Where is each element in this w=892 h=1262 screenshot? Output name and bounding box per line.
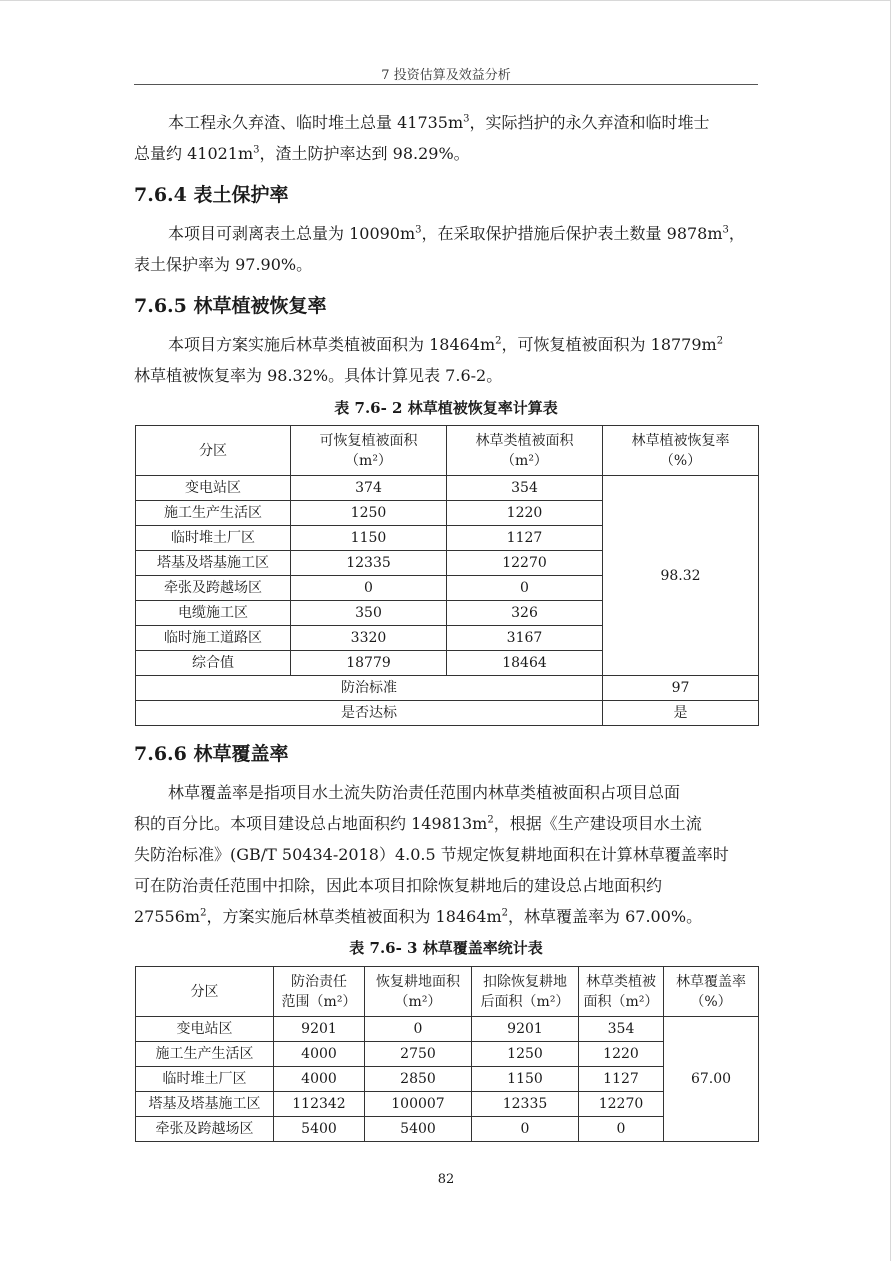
table-row: 电缆施工区 350 326 [136,601,759,626]
paragraph-vegetation [134,329,758,391]
header-rule [134,84,758,85]
table-vegetation-recovery [135,425,759,726]
header-cell: 分区 [136,426,291,476]
paragraph-coverage [134,777,758,932]
section-heading-7-6-4: 7.6.4 表土保护率 [134,184,289,206]
text-line: $27556m^2$，方案实施后林草类植被面积为 $18464m^2$，林草覆盖率为 67.00%。 [134,907,703,926]
table-row: 临时施工道路区 3320 3167 [136,626,759,651]
table-header-row [136,967,759,1017]
table-vegetation-coverage [135,966,759,1142]
merged-rate-cell: 67.00 [664,1017,759,1142]
text-line: 本项目可剥离表土总量为 $10090m^3$，在采取保护措施后保护表土数量 $9878m^3$， [168,224,745,243]
section-heading-7-6-6: 7.6.6 林草覆盖率 [134,743,289,765]
section-heading-7-6-5: 7.6.5 林草植被恢复率 [134,295,327,317]
text-line: 表土保护率为 97.90%。 [134,255,313,274]
table-row-standard: 防治标准 97 [136,676,759,701]
header-cell: 分区 [136,967,274,1017]
text-line: 失防治标准》(GB/T 50434-2018）4.0.5 节规定恢复耕地面积在计算林草覆盖率时 [134,845,729,864]
header-cell: 防治责任 范围（m²） [274,967,365,1017]
text-line: 林草覆盖率是指项目水土流失防治责任范围内林草类植被面积占项目总面 [168,783,681,802]
header-cell: 可恢复植被面积 （m²） [291,426,447,476]
header-cell: 扣除恢复耕地 后面积（m²） [472,967,579,1017]
header-cell: 林草植被恢复率 （%） [603,426,759,476]
table-row-reached: 是否达标 是 [136,701,759,726]
page-number: 82 [437,1172,455,1187]
header-cell: 恢复耕地面积 （m²） [365,967,472,1017]
table-row: 施工生产生活区 1250 1220 [136,501,759,526]
header-cell: 林草覆盖率 （%） [664,967,759,1017]
table-row: 塔基及塔基施工区 12335 12270 [136,551,759,576]
text-line: 积的百分比。本项目建设总占地面积约 $149813m^2$，根据《生产建设项目水土流 [134,814,702,833]
table-row: 变电站区 374 354 98.32 [136,476,759,501]
header-cell: 林草类植被面积 （m²） [447,426,603,476]
table-row: 牵张及跨越场区 5400 5400 0 0 [136,1117,759,1142]
text-line: 本工程永久弃渣、临时堆土总量 $41735m^3$，实际挡护的永久弃渣和临时堆士 [168,113,710,132]
header-cell: 林草类植被 面积（m²） [579,967,664,1017]
table-row: 塔基及塔基施工区 112342 100007 12335 12270 [136,1092,759,1117]
text-line: 林草植被恢复率为 98.32%。具体计算见表 7.6-2。 [134,366,503,385]
table-caption-7-6-2: 表 7.6- 2 林草植被恢复率计算表 [334,399,558,417]
table-row: 综合值 18779 18464 [136,651,759,676]
table-caption-7-6-3: 表 7.6- 3 林草覆盖率统计表 [349,939,543,957]
table-row: 临时堆土厂区 1150 1127 [136,526,759,551]
text-line: 可在防治责任范围中扣除，因此本项目扣除恢复耕地后的建设总占地面积约 [134,876,663,895]
merged-rate-cell: 98.32 [603,476,759,676]
table-header-row [136,426,759,476]
table-row: 变电站区 9201 0 9201 354 67.00 [136,1017,759,1042]
paragraph-spoil-protection [134,107,758,169]
running-header: 7 投资估算及效益分析 [381,68,511,83]
table-row: 临时堆土厂区 4000 2850 1150 1127 [136,1067,759,1092]
table-row: 牵张及跨越场区 0 0 [136,576,759,601]
paragraph-topsoil [134,218,758,280]
text-line: 总量约 $41021m^3$，渣土防护率达到 98.29%。 [134,144,470,163]
text-line: 本项目方案实施后林草类植被面积为 $18464m^2$，可恢复植被面积为 $18779m^2$ [168,335,724,354]
table-row: 施工生产生活区 4000 2750 1250 1220 [136,1042,759,1067]
